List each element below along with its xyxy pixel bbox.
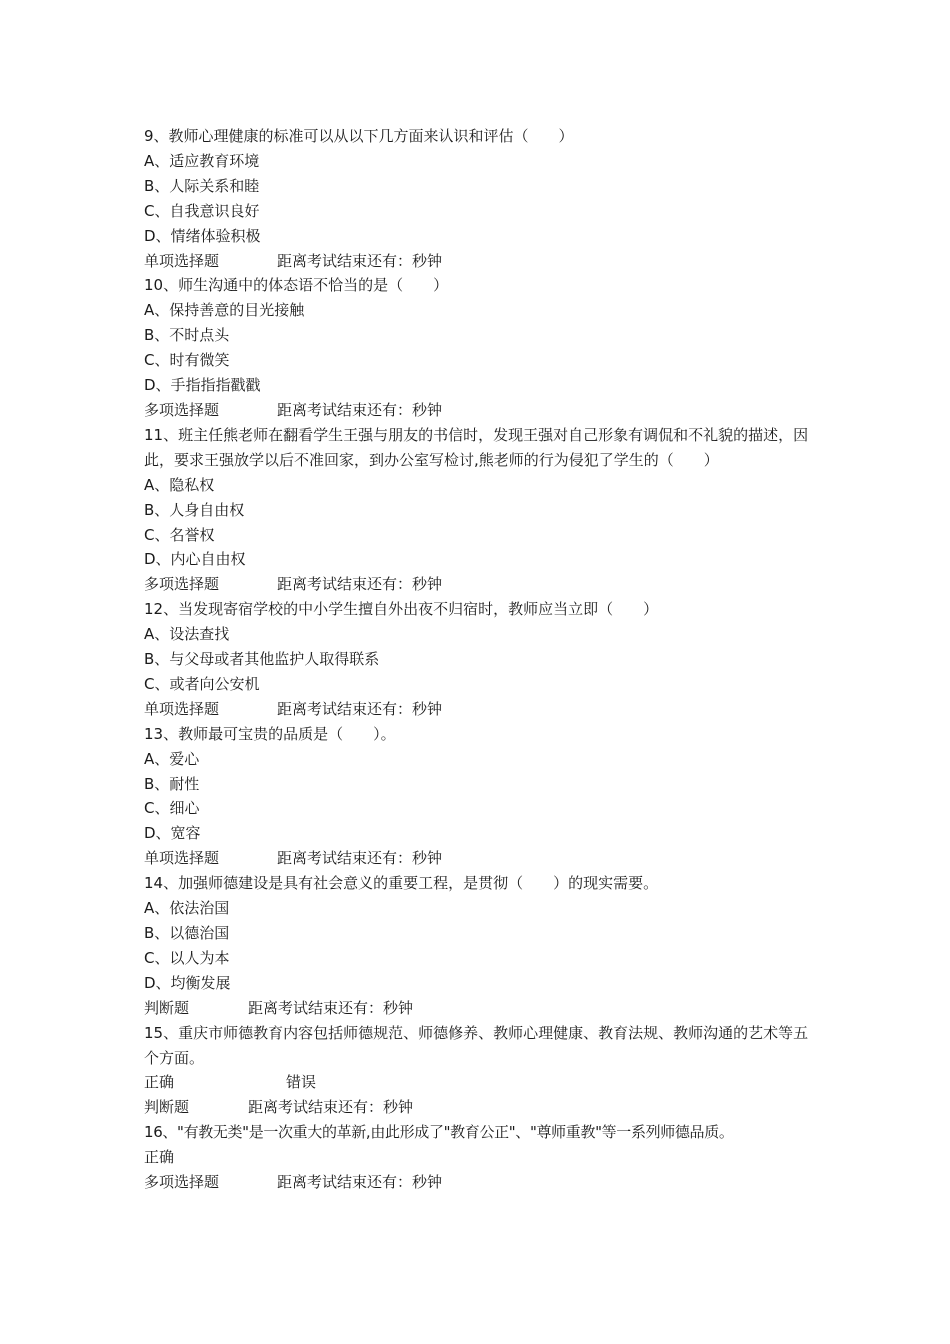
question-status-row <box>144 572 809 597</box>
option-true[interactable]: 正确 <box>144 1148 175 1167</box>
answer-option: C、名誉权 <box>144 525 215 544</box>
question-type-label: 单项选择题 <box>144 699 220 718</box>
question-status-row <box>144 1095 809 1120</box>
answer-option: C、细心 <box>144 799 200 818</box>
question-status-row <box>144 249 809 274</box>
answer-option: D、均衡发展 <box>144 973 231 992</box>
answer-option: A、保持善意的目光接触 <box>144 301 305 320</box>
countdown-text: 距离考试结束还有：秒钟 <box>248 1098 414 1117</box>
answer-option: D、手指指指戳戳 <box>144 376 261 395</box>
question-stem: 11、班主任熊老师在翻看学生王强与朋友的书信时，发现王强对自己形象有调侃和不礼貌的描述，因此，要求王强放学以后不准回家，到办公室写检讨,熊老师的行为侵犯了学生的（ ） <box>144 425 809 469</box>
countdown-text: 距离考试结束还有：秒钟 <box>277 400 443 419</box>
question-status-row <box>144 398 809 423</box>
question-status-row <box>144 996 809 1021</box>
question-stem: 10、师生沟通中的体态语不恰当的是（ ） <box>144 276 449 295</box>
answer-option: A、适应教育环境 <box>144 151 260 170</box>
question-stem: 13、教师最可宝贵的品质是（ ）。 <box>144 724 396 743</box>
answer-option: A、隐私权 <box>144 475 215 494</box>
countdown-text: 距离考试结束还有：秒钟 <box>277 1173 443 1192</box>
countdown-text: 距离考试结束还有：秒钟 <box>277 575 443 594</box>
answer-option: B、人际关系和睦 <box>144 176 260 195</box>
answer-option: B、与父母或者其他监护人取得联系 <box>144 650 380 669</box>
question-stem: 12、当发现寄宿学校的中小学生擅自外出夜不归宿时，教师应当立即（ ） <box>144 600 659 619</box>
countdown-text: 距离考试结束还有：秒钟 <box>248 998 414 1017</box>
question-type-label: 单项选择题 <box>144 849 220 868</box>
option-false[interactable]: 错误 <box>286 1073 317 1092</box>
answer-option: A、设法查找 <box>144 625 230 644</box>
answer-option: B、人身自由权 <box>144 500 245 519</box>
question-stem: 16、"有教无类"是一次重大的革新,由此形成了"教育公正"、"尊师重教"等一系列师德品质。 <box>144 1123 734 1142</box>
countdown-text: 距离考试结束还有：秒钟 <box>277 251 443 270</box>
answer-option: B、以德治国 <box>144 924 230 942</box>
true-false-options <box>144 1070 809 1095</box>
answer-option: B、耐性 <box>144 774 200 793</box>
answer-option: C、或者向公安机 <box>144 674 260 693</box>
question-type-label: 多项选择题 <box>144 575 220 594</box>
exam-document <box>144 124 809 1195</box>
answer-option: A、依法治国 <box>144 899 230 918</box>
question-status-row <box>144 846 809 871</box>
answer-option: C、以人为本 <box>144 948 230 967</box>
answer-option: D、内心自由权 <box>144 550 246 569</box>
question-type-label: 多项选择题 <box>144 1173 220 1192</box>
question-type-label: 单项选择题 <box>144 251 220 270</box>
question-stem: 9、教师心理健康的标准可以从以下几方面来认识和评估（ ） <box>144 127 574 145</box>
countdown-text: 距离考试结束还有：秒钟 <box>277 699 443 718</box>
question-stem: 14、加强师德建设是具有社会意义的重要工程，是贯彻（ ）的现实需要。 <box>144 874 659 893</box>
question-status-row <box>144 1170 809 1195</box>
answer-option: D、情绪体验积极 <box>144 226 261 245</box>
countdown-text: 距离考试结束还有：秒钟 <box>277 849 443 868</box>
option-true[interactable]: 正确 <box>144 1073 175 1092</box>
question-stem: 15、重庆市师德教育内容包括师德规范、师德修养、教师心理健康、教育法规、教师沟通的艺术等五个方面。 <box>144 1023 809 1067</box>
answer-option: B、不时点头 <box>144 326 230 345</box>
question-type-label: 判断题 <box>144 998 190 1017</box>
question-type-label: 多项选择题 <box>144 400 220 419</box>
answer-option: D、宽容 <box>144 824 201 843</box>
question-type-label: 判断题 <box>144 1098 190 1117</box>
answer-option: C、自我意识良好 <box>144 201 260 220</box>
answer-option: C、时有微笑 <box>144 351 230 370</box>
question-status-row <box>144 697 809 722</box>
answer-option: A、爱心 <box>144 749 200 768</box>
